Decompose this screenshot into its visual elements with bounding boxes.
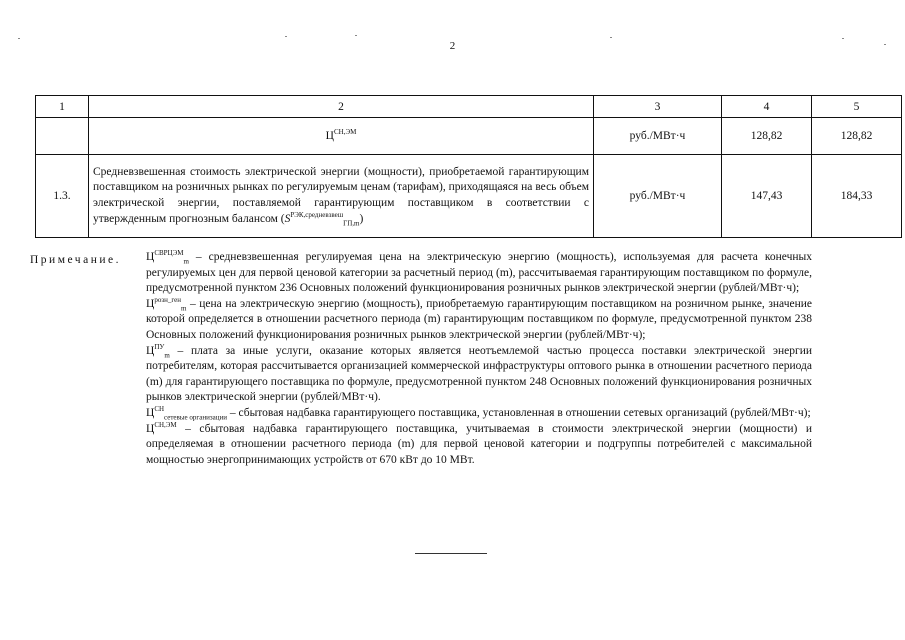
- column-number-3: 3: [594, 96, 722, 118]
- note-item: [146, 344, 812, 406]
- symbol-base: Ц: [146, 406, 155, 419]
- formula-superscript: РЭК,средневзвеш: [290, 210, 344, 219]
- price-symbol-cell: [89, 118, 594, 155]
- column-number-1: 1: [36, 96, 89, 118]
- scan-speck: [355, 35, 357, 36]
- row-number-cell: [36, 118, 89, 155]
- symbol-subscript: m: [183, 257, 189, 266]
- note-symbol: [146, 295, 187, 313]
- note-symbol: [146, 249, 189, 266]
- tariff-table: [35, 95, 902, 238]
- scan-speck: [18, 38, 20, 39]
- note-item: [146, 406, 812, 422]
- unit-cell: руб./МВт·ч: [594, 155, 722, 238]
- note-symbol: [146, 342, 170, 359]
- symbol-subscript: m: [164, 350, 170, 359]
- unit-cell: руб./МВт·ч: [594, 118, 722, 155]
- symbol-subscript: m: [180, 304, 187, 313]
- table-row: [36, 118, 902, 155]
- symbol-base: Ц: [146, 297, 155, 310]
- formula-base: S: [284, 212, 291, 225]
- row-description-end: ): [359, 212, 364, 225]
- note-item: [146, 422, 812, 469]
- table-header-row: [36, 96, 902, 118]
- column-number-2: 2: [89, 96, 594, 118]
- symbol-base: Ц: [146, 251, 155, 263]
- scan-speck: [884, 44, 886, 45]
- page-number: 2: [449, 40, 456, 52]
- symbol-base: Ц: [146, 344, 155, 357]
- note-text: – средневзвешенная регулируемая цена на электрическую энергию (мощность), используемая для расчета конечных регулируемых цен для первой ценовой категории за расчетный период (m), рассчитываемая гарантирующим поставщиком по формуле, предусмотренной пунктом 236 Основных положений функционирования розничных рынков электрической энергии (рублей/МВт·ч);: [146, 251, 813, 295]
- price-symbol-base: Ц: [325, 130, 334, 142]
- symbol-superscript: СН,ЭМ: [154, 420, 177, 429]
- value-cell-col4: 147,43: [722, 155, 812, 238]
- end-rule: [415, 553, 487, 554]
- table-row: [36, 155, 902, 238]
- row-description-cell: [89, 155, 594, 238]
- symbol-superscript: розн_ген: [154, 295, 181, 304]
- value-cell-col5: 128,82: [812, 118, 902, 155]
- column-number-5: 5: [812, 96, 902, 118]
- formula-subscript: ГП,m: [343, 218, 360, 227]
- note-text: – цена на электрическую энергию (мощность), приобретаемую гарантирующим поставщиком на розничном рынке, значение которой определяется в отношении расчетного периода (m) гарантирующим поставщиком по формуле, предусмотренной пунктом 238 Основных положений функционирования розничных рынков электрической энергии (рублей/МВт·ч);: [146, 297, 812, 341]
- notes-list: [146, 250, 812, 468]
- symbol-base: Ц: [146, 422, 155, 435]
- symbol-superscript: ПУ: [154, 342, 165, 351]
- symbol-superscript: СВРЦЭМ: [154, 249, 184, 258]
- symbol-superscript: СН: [154, 405, 165, 414]
- note-text: – сбытовая надбавка гарантирующего поставщика, установленная в отношении сетевых организаций (рублей/МВт·ч);: [229, 406, 811, 419]
- column-number-4: 4: [722, 96, 812, 118]
- row-number-cell: 1.3.: [36, 155, 89, 238]
- note-text: – сбытовая надбавка гарантирующего поставщика, учитываемая в стоимости электрической энергии (мощности) и определяемая в отношении расчетного периода (m) для первой ценовой категории и подгруппы потребителей с максимальной мощностью энергопринимающих устройств от 670 кВт до 10 МВт.: [146, 422, 812, 466]
- symbol-subscript: сетевые организации: [164, 413, 227, 422]
- price-symbol-superscript: СН,ЭМ: [333, 128, 357, 137]
- note-item: [146, 297, 812, 344]
- scan-speck: [610, 37, 612, 38]
- note-item: [146, 250, 812, 297]
- scan-speck: [842, 38, 844, 39]
- notes-label: Примечание.: [30, 254, 121, 266]
- note-symbol: [146, 420, 177, 435]
- note-text: – плата за иные услуги, оказание которых является неотъемлемой частью процесса поставки электрической энергии потребителям, которая рассчитывается организацией коммерческой инфраструктуры оптового рынка в отношении расчетного периода (m) для гарантирующего поставщика по формуле, предусмотренной пунктом 248 Основных положений функционирования розничных рынков электрической энергии (рублей/МВт·ч).: [146, 344, 813, 404]
- row-description-text: Средневзвешенная стоимость электрической энергии (мощности), приобретаемой гарантирующим поставщиком на розничных рынках по регулируемым ценам (тарифам), приходящаяся на весь объем электрической энергии, поставляемой гарантирующим поставщиком в соответствии с утвержденным прогнозным балансом (: [93, 165, 589, 225]
- note-symbol: [146, 405, 227, 422]
- scan-speck: [285, 36, 287, 37]
- value-cell-col5: 184,33: [812, 155, 902, 238]
- value-cell-col4: 128,82: [722, 118, 812, 155]
